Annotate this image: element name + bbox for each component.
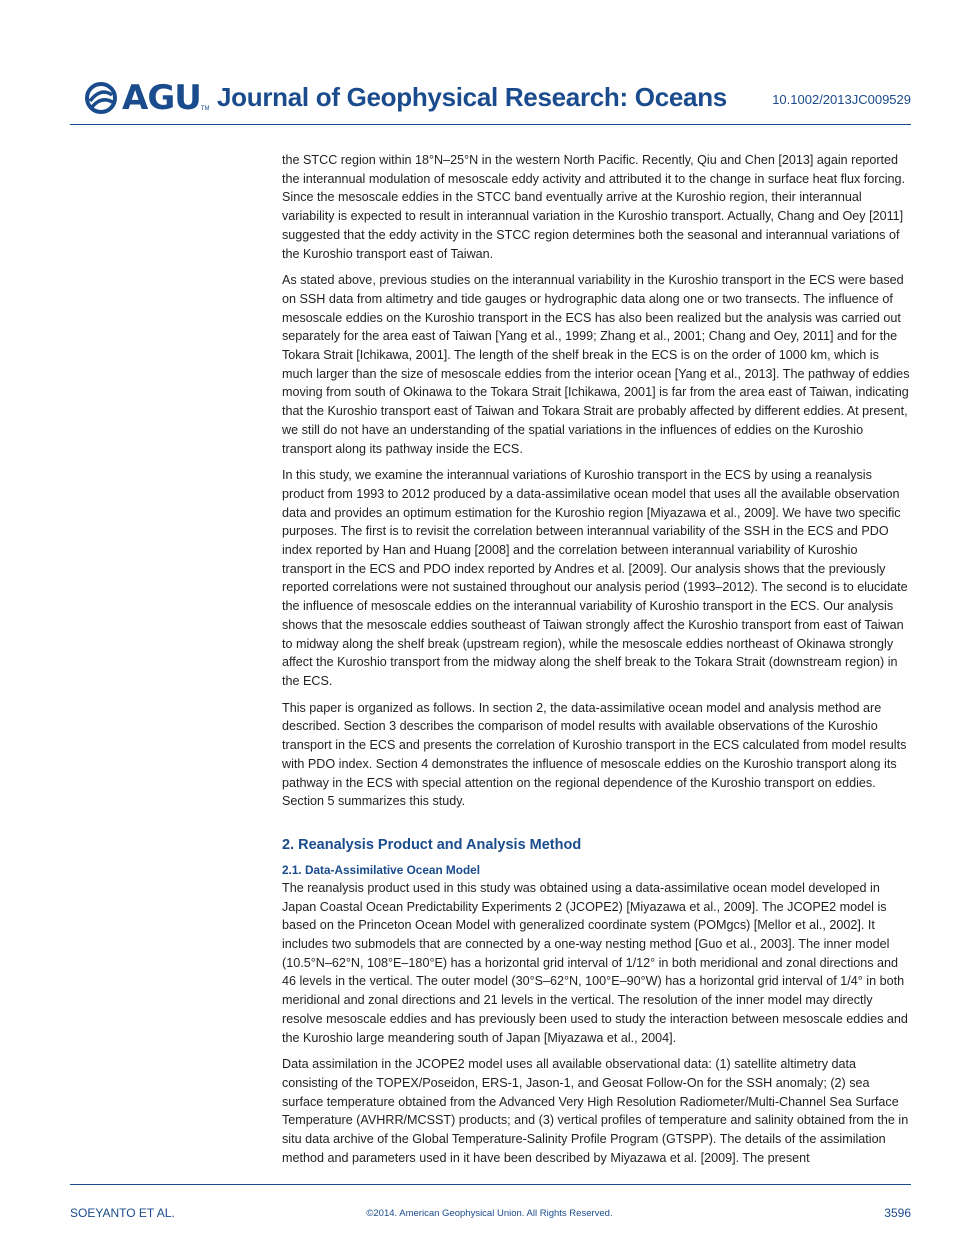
- page-number: 3596: [884, 1206, 911, 1220]
- paragraph-1: the STCC region within 18°N–25°N in the western North Pacific. Recently, Qiu and Chen [2013] again reported the interannual modulation of mesoscale eddy activity and attributed it to the change in surface heat flux forcing. Since the mesoscale eddies in the STCC band eventually arrive at the Kuroshio region, their interannual variability is expected to result in interannual variation in the Kuroshio transport. Actually, Chang and Oey [2011] suggested that the eddy activity in the STCC region determines both the seasonal and interannual variations of the Kuroshio transport east of Taiwan.: [282, 153, 906, 261]
- agu-logo-text: AGU: [122, 78, 201, 118]
- article-doi[interactable]: 10.1002/2013JC009529: [772, 92, 911, 107]
- footer-authors: SOEYANTO ET AL.: [70, 1206, 175, 1220]
- paragraph-5: The reanalysis product used in this study was obtained using a data-assimilative ocean model developed in Japan Coastal Ocean Predictability Experiments 2 (JCOPE2) [Miyazawa et al., 2009]. The JCOPE2 model is based on the Princeton Ocean Model with generalized coordinate system (POMgcs) [Mellor et al., 2002]. It includes two submodels that are connected by a one-way nesting method [Guo et al., 2003]. The inner model (10.5°N–62°N, 108°E–180°E) has a horizontal grid interval of 1/12° in both meridional and zonal directions and 46 levels in the vertical. The outer model (30°S–62°N, 100°E–90°W) has a horizontal grid interval of 1/4° in both meridional and zonal directions and 21 levels in the vertical. The resolution of the inner model may directly resolve mesoscale eddies and has previously been used to study the interaction between mesoscale eddies and the Kuroshio large meandering south of Japan [Miyazawa et al., 2004].: [282, 880, 908, 1045]
- subsection-heading: 2.1. Data-Assimilative Ocean Model: [282, 862, 481, 877]
- article-body: [282, 151, 910, 1175]
- footer-copyright: ©2014. American Geophysical Union. All Rights Reserved.: [366, 1208, 613, 1219]
- footer-divider: [70, 1184, 911, 1185]
- agu-logo-trademark: TM: [200, 106, 210, 112]
- paragraph-2: As stated above, previous studies on the interannual variability in the Kuroshio transport in the ECS were based on SSH data from altimetry and tide gauges or hydrographic data along one or two transects. The influence of mesoscale eddies on the Kuroshio transport in the ECS has also been realized but the analysis was carried out separately for the area east of Taiwan [Yang et al., 1999; Zhang et al., 2001; Chang and Oey, 2011] and for the Tokara Strait [Ichikawa, 2001]. The length of the shelf break in the ECS is on the order of 1000 km, which is much larger than the size of mesoscale eddies from the interior ocean [Yang et al., 2013]. The pathway of eddies moving from south of Okinawa to the Tokara Strait [Ichikawa, 2001] is far from the area east of Taiwan, indicating that the Kuroshio transport east of Taiwan and Tokara Strait are probably affected by different eddies. At present, we still do not have an understanding of the spatial variations in the influences of eddies on the Kuroshio transport along its pathway inside the ECS.: [282, 273, 910, 456]
- agu-logo: [84, 78, 210, 118]
- journal-title: Journal of Geophysical Research: Oceans: [217, 82, 727, 112]
- paragraph-6: Data assimilation in the JCOPE2 model uses all available observational data: (1) satellite altimetry data consisting of the TOPEX/Poseidon, ERS-1, Jason-1, and Geosat Follow-On for the SSH anomaly; (2) sea surface temperature obtained from the Advanced Very High Resolution Radiometer/Multi-Channel Sea Surface Temperature (AVHRR/MCSST) products; and (3) vertical profiles of temperature and salinity obtained from the in situ data archive of the Global Temperature-Salinity Profile Program (GTSPP). The details of the assimilation method and parameters used in it have been described by Miyazawa et al. [2009]. The present: [282, 1057, 909, 1165]
- paragraph-3: In this study, we examine the interannual variations of Kuroshio transport in the ECS by using a reanalysis product from 1993 to 2012 produced by a data-assimilative ocean model that uses all the available observation data and provides an optimum estimation for the Kuroshio region [Miyazawa et al., 2009]. We have two specific purposes. The first is to revisit the correlation between interannual variability of the SSH in the ECS and PDO index reported by Han and Huang [2008] and the correlation between interannual variability of Kuroshio transport in the ECS and PDO index reported by Andres et al. [2009]. Our analysis shows that the previously reported correlations were not sustained throughout our analysis period (1993–2012). The second is to elucidate the influence of mesoscale eddies on the interannual variability of Kuroshio transport in the ECS. Our analysis shows that the mesoscale eddies southeast of Taiwan strongly affect the Kuroshio transport from east of Taiwan to midway along the shelf break (upstream region), while the mesoscale eddies northeast of Okinawa strongly affect the Kuroshio transport from the midway along the shelf break to the Tokara Strait (downstream region) in the ECS.: [282, 468, 908, 688]
- section-heading: 2. Reanalysis Product and Analysis Method: [282, 836, 582, 853]
- paragraph-4: This paper is organized as follows. In section 2, the data-assimilative ocean model and analysis method are described. Section 3 describes the comparison of model results with available observations of the Kuroshio transport in the ECS and presents the correlation of Kuroshio transport in the ECS calculated from model results with PDO index. Section 4 demonstrates the influence of mesoscale eddies on the Kuroshio transport along its pathway in the ECS with special attention on the regional dependence of the Kuroshio transport on eddies. Section 5 summarizes this study.: [282, 700, 907, 809]
- header-divider: [70, 124, 911, 125]
- journal-header: [70, 78, 911, 126]
- agu-globe-icon: [84, 81, 120, 115]
